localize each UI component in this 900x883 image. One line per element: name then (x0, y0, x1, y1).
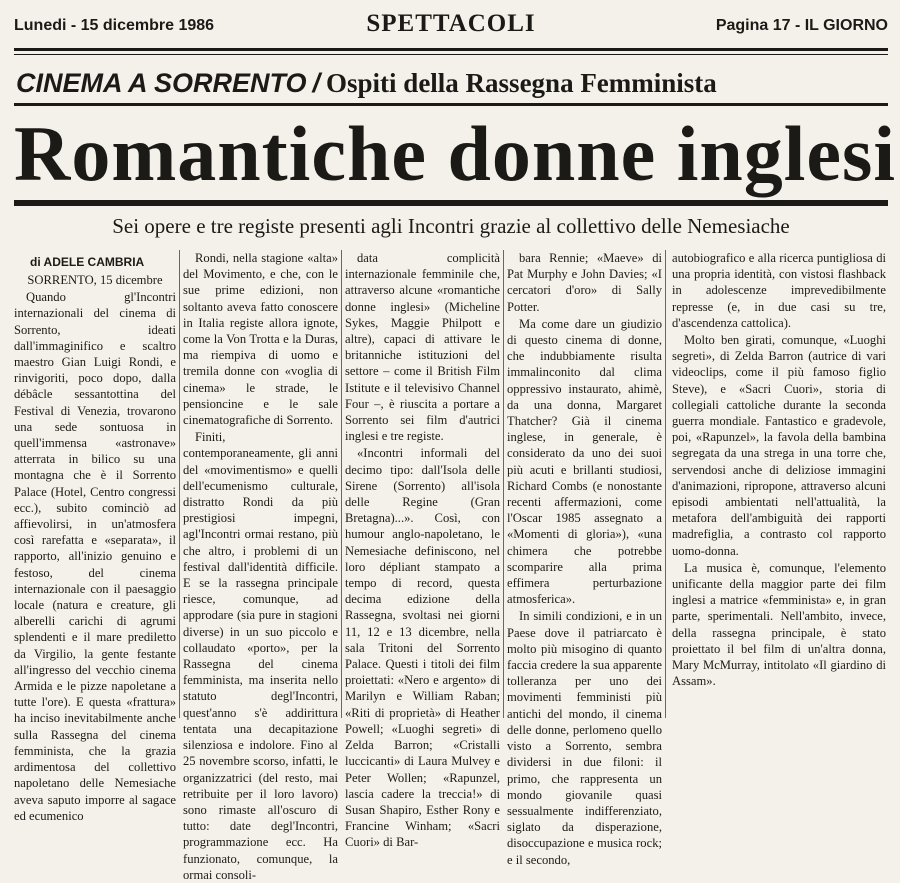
article-column-4 (507, 250, 662, 867)
column-divider (503, 250, 504, 718)
paragraph: Molto ben girati, comunque, «Luoghi segreti», di Zelda Barron (autrice di vari videoclips, come il più famoso figlio Steve), e «Sacri Cuori», storia di collegiali cattoliche durante la seconda guerra mondiale. Fantastico e gradevole, poi, «Rapunzel», la favola della bambina segregata da una strega in una torre che, servendosi anche di deliziose immagini d'animazioni, ripropone, attraverso alcuni episodi ambientati nell'attualità, la metafora dell'ambiguità dei rapporti madrefiglia, a contrasto col rapporto uomo-donna. (672, 333, 886, 558)
column-divider (665, 250, 666, 718)
paragraph: Finiti, contemporaneamente, gli anni del «movimentismo» e quelli dell'ecumenismo culturale, distratto Rondi da più prestigiosi impegni, agl'Incontri ormai restano, più che altro, i problemi di un festival dall'identità difficile. E se la rassegna principale riesce, comunque, ad approdare (sia pure in stagioni diverse) in un suo piccolo e collaudato «porto», per la Rassegna del cinema femminista, ma inserita nello statuto degl'Incontri, quest'anno s'è addirittura tentata una decapitazione silenziosa e indolore. Fino al 25 novembre scorso, infatti, le organizzatrici (del resto, mai retribuite per il loro lavoro) sono rimaste all'oscuro di tutto: date degl'Incontri, programmazione ecc. Ha funzionato, comunque, la ormai consoli- (183, 430, 338, 882)
headline: Romantiche donne inglesi (14, 110, 897, 197)
kicker-left: CINEMA A SORRENTO (16, 68, 307, 98)
column-divider (341, 250, 342, 718)
paragraph: In simili condizioni, e in un Paese dove il patriarcato è molto più misogino di quanto faccia credere la sua apparente tolleranza per uno dei movimenti femministi più antichi del mondo, il cinema delle donne, perlomeno quello visto a Sorrento, sembra dividersi in due filoni: il primo, che rappresenta un mondo giovanile quasi sessualmente indifferenziato, siglato da disperazione, disoccupazione e musica rock; e il secondo, (507, 609, 662, 867)
column-divider (179, 250, 180, 718)
paragraph: bara Rennie; «Maeve» di Pat Murphy e John Davies; «I cercatori d'oro» di Sally Potter. (507, 251, 662, 314)
headline-rule (14, 200, 888, 206)
article-column-1 (14, 272, 176, 823)
subtitle: Sei opere e tre registe presenti agli Incontri grazie al collettivo delle Nemesiache (112, 214, 790, 238)
kicker-separator: / (312, 68, 321, 98)
header-rule-thin (14, 54, 888, 55)
header-date: Lunedi - 15 dicembre 1986 (14, 17, 215, 34)
paragraph: autobiografico e alla ricerca puntigliosa di una propria identità, con vistosi flashback in adolescenze imprevedibilmente represse (e, in due casi su tre, d'ascendenza cattolica). (672, 251, 886, 330)
paragraph: data complicità internazionale femminile che, attraverso alcune «romantiche donne inglesi» (Micheline Sykes, Maggie Philpott e altre), capaci di attivare le britanniche istituzioni del settore – come il British Film Istitute e il televisivo Channel Four –, è riuscita a portare a Sorrento sei film d'autrici inglesi e tre registe. (345, 251, 500, 444)
paragraph: La musica è, comunque, l'elemento unificante della maggior parte dei film inglesi a matrice «femminista» e, in gran parte, sperimentali. Nell'ambito, invece, della rassegna principale, è stato proiettato il bel film di un'altra donna, Mary McMurray, intitolato «Il giardino di Assam». (672, 560, 886, 689)
header-section: SPETTACOLI (366, 10, 536, 37)
header-page: Pagina 17 - IL GIORNO (715, 17, 888, 34)
article-column-3 (345, 250, 500, 850)
kicker-rule (14, 103, 888, 106)
header-rule (14, 48, 888, 51)
kicker-right: Ospiti della Rassegna Femminista (326, 68, 717, 98)
article-column-5 (672, 250, 886, 718)
paragraph: «Incontri informali del decimo tipo: dall'Isola delle Sirene (Sorrento) all'isola delle Regine (Gran Bretagna)...». Così, con humour anglo-napoletano, le Nemesiache definiscono, nel loro dépliant stampato a tempo di record, questa decima edizione della Rassegna, svoltasi nei giorni 11, 12 e 13 dicembre, nella sala Tritoni del Sorrento Palace. Questi i titoli dei film proiettati: «Nero e argento» di Marilyn e William Raban; «Riti di proprietà» di Heather Powell; «Luoghi segreti» di Zelda Barron; «Cristalli luccicanti» di Laura Mulvey e Peter Wollen; «Rapunzel, lascia cadere la treccia!» di Susan Shapiro, Esther Rony e Francine Winham; «Sacri Cuori» di Bar- (345, 446, 500, 850)
article-column-2 (183, 250, 338, 882)
paragraph: Ma come dare un giudizio di questo cinema di donne, che indubbiamente risulta immalinconito dal clima oppressivo instaurato, ahimè, da una donna, Margaret Thatcher? Già il cinema inglese, in generale, è considerato da uno dei suoi più acuti e brillanti studiosi, Richard Combs (e nonostante recenti affermazioni, come l'Oscar 1985 assegnato a «Momenti di gloria»), «una chimera che potrebbe scomparire alla prima effimera perturbazione atmosferica». (507, 316, 662, 607)
paragraph: Rondi, nella stagione «alta» del Movimento, e che, con le sue prime edizioni, non soltanto aveva fatto conoscere in Italia registe allora ignote, come la Von Trotta e la Duras, ma riempiva di uomo e tremila donne con «voglia di cinema» le strade, le pensioncine e le sale cinematografiche di Sorrento. (183, 251, 338, 428)
dateline: SORRENTO, 15 dicembre (27, 273, 163, 287)
byline: di ADELE CAMBRIA (30, 255, 145, 269)
paragraph: Quando gl'Incontri internazionali del cinema di Sorrento, ideati dall'immaginifico e scaltro maestro Gian Luigi Rondi, e rinvigoriti, poco dopo, dalla débâcle sessantottina del Festival di Venezia, trovarono una sede sontuosa in quell'immensa «astronave» atterrata in bilico su una montagna che è il Sorrento Palace (Hotel, Centro congressi ecc.), subito cominciò ad affievolirsi, in un'atmosfera così rarefatta e «separata», il rapporto, all'inizio genuino e festoso, del cinema internazionale con il paesaggio locale (natura e creature, gli alberelli carichi di agrumi splendenti e il mare prediletto da Virgilio, la gente festante all'ingresso del vecchio cinema Armida e le pizze napoletane a tutte l'ore). E questa «frattura» ha inciso inevitabilmente anche sulla Rassegna del cinema femminista, che la grazia ardimentosa del collettivo napoletano delle Nemesiache aveva saputo imporre al sagace ed ecumenico (14, 290, 176, 823)
page-header (14, 6, 888, 46)
kicker (16, 68, 888, 104)
